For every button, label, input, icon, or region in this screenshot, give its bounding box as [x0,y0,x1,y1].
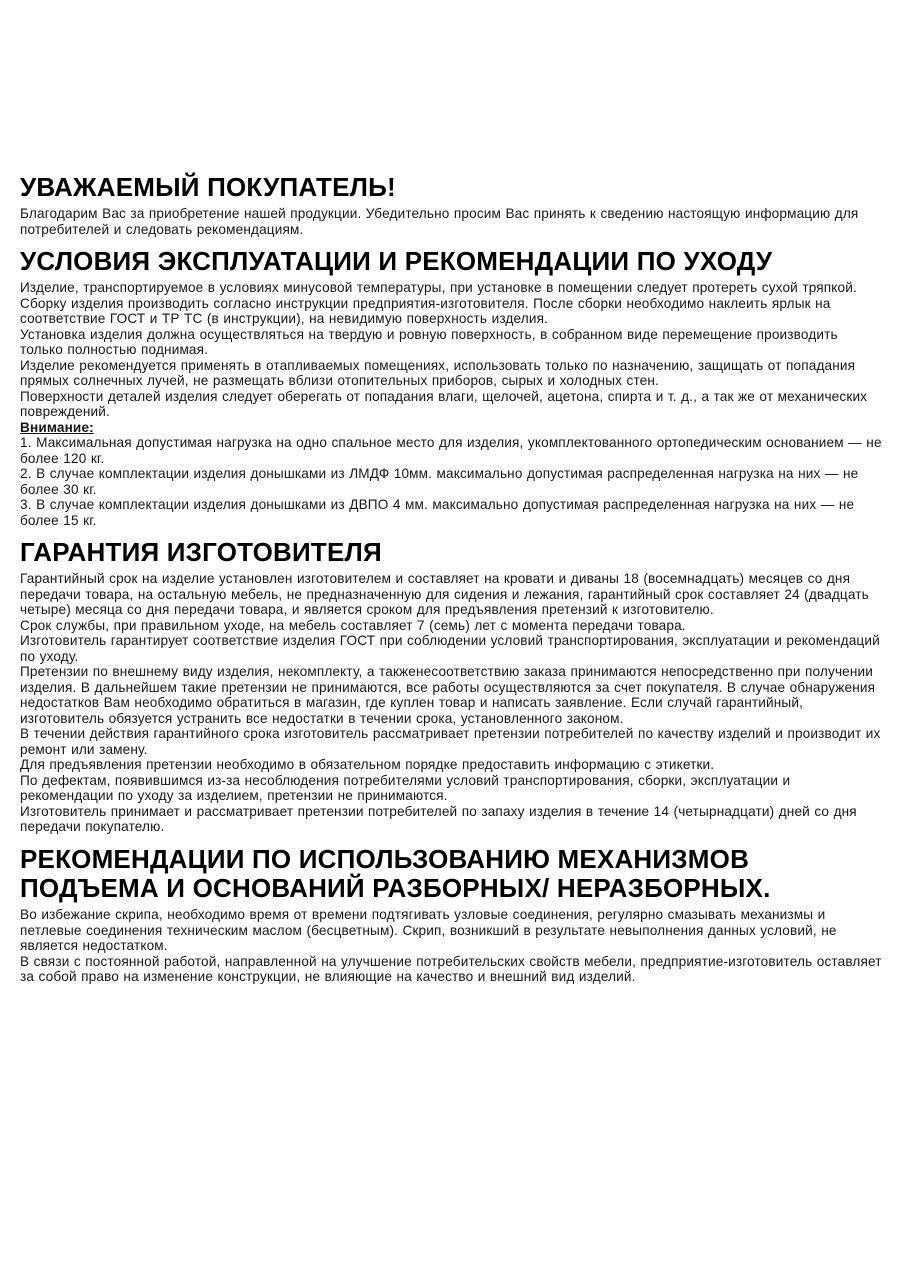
section-dear-customer [20,173,884,237]
heading-dear-customer: УВАЖАЕМЫЙ ПОКУПАТЕЛЬ! [20,172,396,202]
heading-mechanisms: РЕКОМЕНДАЦИИ ПО ИСПОЛЬЗОВАНИЮ МЕХАНИЗМОВ ПОДЪЕМА И ОСНОВАНИЙ РАЗБОРНЫХ/ НЕРАЗБОРНЫХ. [20,843,771,903]
paragraph-claims-appearance: Претензии по внешнему виду изделия, некомплекту, а такженесоответствию заказа принимаются непосредственно при получении изделия. В дальнейшем такие претензии не принимаются, все работы осуществляются за счет покупателя. В случае обнаружения недостатков Вам необходимо обратиться в магазин, где куплен товар и написать заявление. Если случай гарантийный, изготовитель обязуется устранить все недостатки в течении срока, установленного законом. [20,664,876,726]
paragraph-thanks: Благодарим Вас за приобретение нашей продукции. Убедительно просим Вас принять к сведению настоящую информацию для потребителей и следовать рекомендациям. [20,206,859,237]
paragraph-odor-claims: Изготовитель принимает и рассматривает претензии потребителей по запаху изделия в течение 14 (четырнадцати) дней со дня передачи покупателю. [20,803,857,835]
paragraph-assembly: Сборку изделия производить согласно инструкции предприятия-изготовителя. После сборки необходимо наклеить ярлык на соответствие ГОСТ и ТР ТС (в инструкции), на невидимую поверхность изделия. [20,295,831,327]
section-mechanisms [20,845,884,985]
paragraph-defects-excluded: По дефектам, появившимся из-за несоблюдения потребителями условий транспортирования, сборки, эксплуатации и рекомендации по уходу за изделием, претензии не принимаются. [20,772,791,804]
section-warranty [20,538,884,835]
heading-usage-conditions: УСЛОВИЯ ЭКСПЛУАТАЦИИ И РЕКОМЕНДАЦИИ ПО УХОДУ [20,246,773,277]
paragraph-gost-compliance: Изготовитель гарантирует соответствие изделия ГОСТ при соблюдении условий транспортирования, эксплуатации и рекомендаций по уходу. [20,633,880,664]
attention-item-3: 3. В случае комплектации изделия донышками из ДВПО 4 мм. максимально допустимая распределенная нагрузка на них — не более 15 кг. [20,497,855,528]
paragraph-installation: Установка изделия должна осуществляться на твердую и ровную поверхность, в собранном виде перемещение производить только полностью поднимая. [20,326,838,358]
paragraph-surface-care: Поверхности деталей изделия следует оберегать от попадания влаги, щелочей, ацетона, спирта и т. д., а так же от механических повреждений. [20,388,868,420]
heading-warranty: ГАРАНТИЯ ИЗГОТОВИТЕЛЯ [20,537,382,568]
attention-item-2: 2. В случае комплектации изделия донышками из ЛМДФ 10мм. максимально допустимая распределенная нагрузка на них — не более 30 кг. [20,466,859,497]
paragraph-claims-quality: В течении действия гарантийного срока изготовитель рассматривает претензии потребителей по качеству изделий и производит их ремонт или замену. [20,726,881,757]
paragraph-heated-rooms: Изделие рекомендуется применять в отапливаемых помещениях, использовать только по назначению, защищать от попадания прямых солнечных лучей, не размещать вблизи отопительных приборов, сырых и холодных стен. [20,357,856,389]
attention-item-1: 1. Максимальная допустимая нагрузка на одно спальное место для изделия, укомплектованного ортопедическим основанием — не более 120 кг. [20,435,882,466]
attention-label: Внимание: [20,419,94,435]
paragraph-design-changes: В связи с постоянной работой, направленной на улучшение потребительских свойств мебели, предприятие-изготовитель оставляет за собой право на изменение конструкции, не влияющие на качество и внешний вид изделий. [20,953,882,985]
paragraph-warranty-period: Гарантийный срок на изделие установлен изготовителем и составляет на кровати и диваны 18 (восемнадцать) месяцев со дня передачи товара, на остальную мебель, не предназначенную для сидения и лежания, гарантийный срок составляет 24 (двадцать четыре) месяца со дня передачи товара, и является сроком для предъявления претензий к изготовителю. [20,571,869,618]
section-usage-conditions [20,247,884,528]
paragraph-squeak-prevention: Во избежание скрипа, необходимо время от времени подтягивать узловые соединения, регулярно смазывать механизмы и петлевые соединения техническим маслом (бесцветным). Скрип, возникший в результате невыполнения данных условий, не является недостатком. [20,907,837,954]
paragraph-transport-cold: Изделие, транспортируемое в условиях минусовой температуры, при установке в помещении следует протереть сухой тряпкой. [20,280,857,296]
paragraph-service-life: Срок службы, при правильном уходе, на мебель составляет 7 (семь) лет с момента передачи товара. [20,617,686,633]
paragraph-label-info: Для предъявления претензии необходимо в обязательном порядке предоставить информацию с этикетки. [20,757,715,773]
